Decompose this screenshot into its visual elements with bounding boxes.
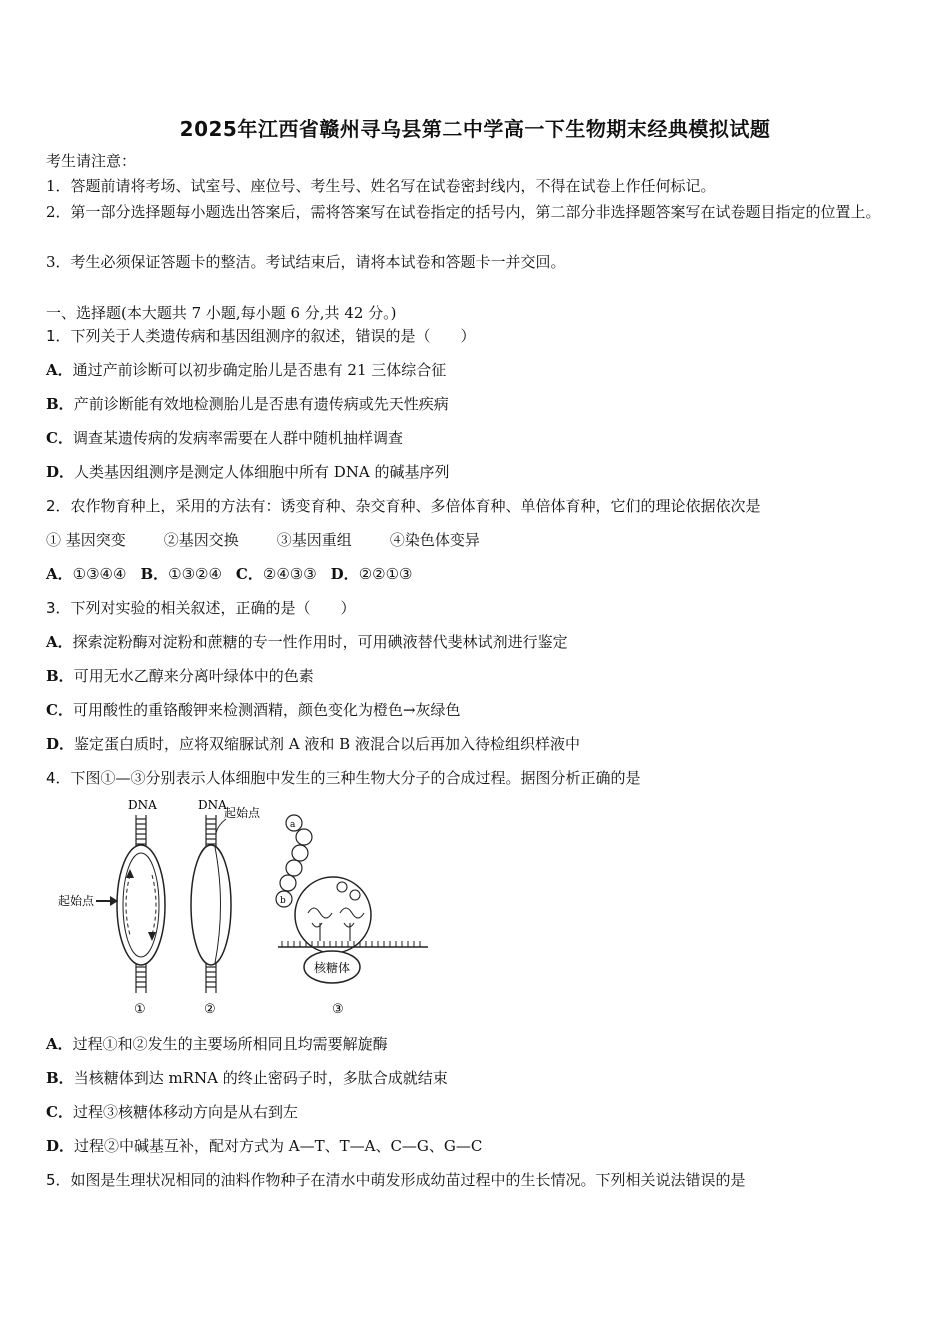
option-text: 可用无水乙醇来分离叶绿体中的色素 xyxy=(73,667,314,685)
amino-acid-a: a xyxy=(290,820,296,830)
q2-item: ① 基因突变 xyxy=(46,531,126,549)
q2-items xyxy=(46,529,480,551)
codon-ticks xyxy=(282,941,420,947)
option-c xyxy=(46,427,403,449)
question-5 xyxy=(46,1169,746,1191)
option-text: 产前诊断能有效地检测胎儿是否患有遗传病或先天性疾病 xyxy=(73,395,449,413)
option-text: 探索淀粉酶对淀粉和蔗糖的专一性作用时，可用碘液替代斐林试剂进行鉴定 xyxy=(72,633,568,651)
dna-helix-bottom-2 xyxy=(206,963,216,993)
question-4 xyxy=(46,767,641,789)
option-d xyxy=(46,1135,482,1157)
q2-item: ④染色体变异 xyxy=(389,531,480,549)
question-stem: 农作物育种上，采用的方法有：诱变育种、杂交育种、多倍体育种、单倍体育种，它们的理论依据依次是 xyxy=(70,497,761,515)
option-text: 过程③核糖体移动方向是从右到左 xyxy=(72,1103,298,1121)
page-title: 2025年江西省赣州寻乌县第二中学高一下生物期末经典模拟试题 xyxy=(179,117,771,141)
dna-helix-bottom-1 xyxy=(136,963,146,993)
option-text: ①③②④ xyxy=(168,565,222,583)
option-b xyxy=(46,1067,448,1089)
option-label: B． xyxy=(46,1069,74,1087)
option-label: C． xyxy=(46,1103,73,1121)
option-label: D． xyxy=(46,1137,75,1155)
option-d xyxy=(46,461,450,483)
trna-molecules xyxy=(308,882,364,941)
origin-label-left: 起始点 xyxy=(58,894,95,908)
option-text: 调查某遗传病的发病率需要在人群中随机抽样调查 xyxy=(72,429,403,447)
q2-options xyxy=(46,563,412,585)
option-text: 当核糖体到达 mRNA 的终止密码子时，多肽合成就结束 xyxy=(73,1069,448,1087)
option-text: 人类基因组测序是测定人体细胞中所有 DNA 的碱基序列 xyxy=(74,463,450,481)
origin-pointer-top xyxy=(216,819,226,833)
dna-helix-top-2 xyxy=(206,815,216,847)
option-label: B． xyxy=(140,565,169,583)
replication-bubble-inner xyxy=(123,853,159,957)
replication-arrow-right xyxy=(152,875,156,935)
origin-label-top: 起始点 xyxy=(224,806,261,820)
question-number: 1． xyxy=(46,327,71,345)
option-text: ①③④④ xyxy=(72,565,127,583)
option-text: ②④③③ xyxy=(262,565,317,583)
option-a xyxy=(46,1033,388,1055)
dna-label-1: DNA xyxy=(128,798,157,812)
notice-item-3: 3．考生必须保证答题卡的整洁。考试结束后，请将本试卷和答题卡一并交回。 xyxy=(46,253,566,271)
option-c xyxy=(46,1101,298,1123)
option-text: 通过产前诊断可以初步确定胎儿是否患有 21 三体综合征 xyxy=(72,361,447,379)
mrna-strand xyxy=(215,847,221,963)
option-label: D． xyxy=(330,565,359,583)
question-stem: 下列关于人类遗传病和基因组测序的叙述，错误的是（ ） xyxy=(70,327,476,345)
option-label: C． xyxy=(235,565,263,583)
transcription-bubble xyxy=(191,845,231,965)
notice-heading: 考生请注意： xyxy=(46,152,137,170)
option-label: C． xyxy=(46,701,73,719)
notice-item-1: 1．答题前请将考场、试室号、座位号、考生号、姓名写在试卷密封线内，不得在试卷上作任何标记。 xyxy=(46,177,716,195)
option-text: 可用酸性的重铬酸钾来检测酒精，颜色变化为橙色→灰绿色 xyxy=(72,701,461,719)
panel-label-3: ③ xyxy=(332,1002,344,1017)
dna-helix-top-1 xyxy=(136,815,146,847)
option-a xyxy=(46,631,568,653)
option-text: 鉴定蛋白质时，应将双缩脲试剂 A 液和 B 液混合以后再加入待检组织样液中 xyxy=(74,735,580,753)
option-label: B． xyxy=(46,395,74,413)
option-label: A． xyxy=(46,361,73,379)
question-number: 4． xyxy=(46,769,71,787)
option-label: C． xyxy=(46,429,73,447)
option-b xyxy=(46,393,449,415)
question-number: 2． xyxy=(46,497,71,515)
question-number: 5． xyxy=(46,1171,71,1189)
option-label: A． xyxy=(46,565,73,583)
option-d xyxy=(46,733,580,755)
notice-item-2: 2．第一部分选择题每小题选出答案后，需将答案写在试卷指定的括号内，第二部分非选择题答案写在试卷题目指定的位置上。 xyxy=(46,203,881,221)
question-stem: 如图是生理状况相同的油料作物种子在清水中萌发形成幼苗过程中的生长情况。下列相关说法错误的是 xyxy=(70,1171,746,1189)
option-label: B． xyxy=(46,667,74,685)
ribosome-label: 核糖体 xyxy=(314,961,351,975)
section-heading: 一、选择题(本大题共 7 小题,每小题 6 分,共 42 分。) xyxy=(46,304,397,322)
question-1 xyxy=(46,325,476,347)
synthesis-figure xyxy=(50,795,450,1020)
option-text: ②②①③ xyxy=(358,565,413,583)
question-3 xyxy=(46,597,356,619)
option-label: A． xyxy=(46,1035,73,1053)
q2-item: ③基因重组 xyxy=(276,531,352,549)
amino-acid-b: b xyxy=(280,896,286,906)
replication-arrow-left xyxy=(126,875,130,935)
q2-item: ②基因交换 xyxy=(163,531,239,549)
option-c xyxy=(46,699,461,721)
option-label: A． xyxy=(46,633,73,651)
question-number: 3． xyxy=(46,599,71,617)
replication-bubble-outer xyxy=(117,845,165,965)
option-text: 过程②中碱基互补，配对方式为 A—T、T—A、C—G、G—C xyxy=(74,1137,483,1155)
question-2 xyxy=(46,495,761,517)
panel-label-1: ① xyxy=(134,1002,146,1017)
option-a xyxy=(46,359,446,381)
panel-label-2: ② xyxy=(204,1002,216,1017)
dna-label-2: DNA xyxy=(198,798,227,812)
option-label: D． xyxy=(46,735,75,753)
option-text: 过程①和②发生的主要场所相同且均需要解旋酶 xyxy=(72,1035,388,1053)
option-b xyxy=(46,665,314,687)
question-stem: 下图①—③分别表示人体细胞中发生的三种生物大分子的合成过程。据图分析正确的是 xyxy=(70,769,641,787)
question-stem: 下列对实验的相关叙述，正确的是（ ） xyxy=(70,599,356,617)
option-label: D． xyxy=(46,463,75,481)
